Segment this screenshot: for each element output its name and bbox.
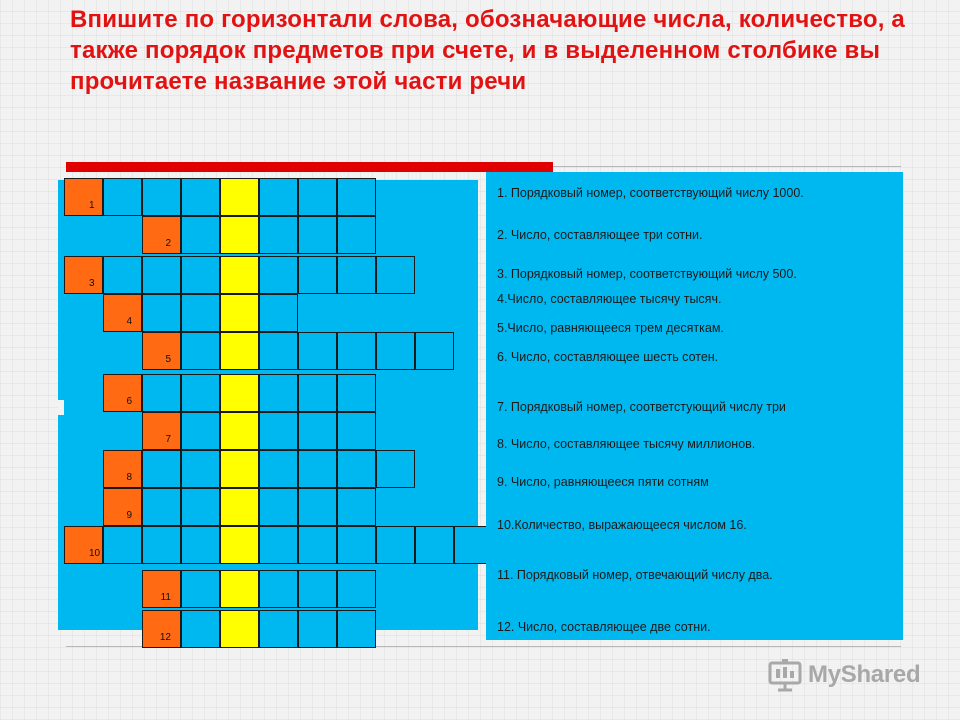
crossword-cell[interactable] xyxy=(259,332,298,370)
clue-item: 4.Число, составляющее тысячу тысяч. xyxy=(497,292,722,306)
crossword-number: 7 xyxy=(165,434,171,445)
crossword-key-cell[interactable] xyxy=(220,178,259,216)
clue-item: 10.Количество, выражающееся числом 16. xyxy=(497,518,747,532)
crossword-key-cell[interactable] xyxy=(220,450,259,488)
crossword-cell[interactable] xyxy=(337,374,376,412)
crossword-key-cell[interactable] xyxy=(220,256,259,294)
clue-item: 1. Порядковый номер, соответствующий числу 1000. xyxy=(497,186,804,200)
crossword-cell[interactable] xyxy=(181,256,220,294)
crossword-key-cell[interactable] xyxy=(220,412,259,450)
crossword-cell[interactable] xyxy=(259,526,298,564)
crossword-cell[interactable] xyxy=(103,526,142,564)
crossword-cell[interactable] xyxy=(298,256,337,294)
crossword-cell[interactable] xyxy=(298,374,337,412)
crossword-cell[interactable] xyxy=(181,488,220,526)
crossword-cell[interactable] xyxy=(376,332,415,370)
crossword-key-cell[interactable] xyxy=(220,526,259,564)
clue-item: 12. Число, составляющее две сотни. xyxy=(497,620,711,634)
crossword-cell[interactable] xyxy=(298,610,337,648)
crossword-cell[interactable] xyxy=(337,412,376,450)
crossword-number-cell[interactable] xyxy=(64,178,103,216)
crossword-cell[interactable] xyxy=(337,610,376,648)
crossword-cell[interactable] xyxy=(415,526,454,564)
clue-item: 6. Число, составляющее шесть сотен. xyxy=(497,350,719,364)
logo-text: MyShared xyxy=(808,661,921,688)
crossword-key-cell[interactable] xyxy=(220,216,259,254)
crossword-number: 8 xyxy=(126,472,132,483)
crossword-cell[interactable] xyxy=(415,332,454,370)
crossword-number: 6 xyxy=(126,396,132,407)
crossword-cell[interactable] xyxy=(181,374,220,412)
crossword-number-cell[interactable] xyxy=(64,526,103,564)
crossword-cell[interactable] xyxy=(376,450,415,488)
crossword-number-cell[interactable] xyxy=(103,488,142,526)
crossword-number-cell[interactable] xyxy=(142,216,181,254)
crossword-cell[interactable] xyxy=(337,332,376,370)
crossword-number: 5 xyxy=(165,354,171,365)
clue-item: 7. Порядковый номер, соответстующий числу три xyxy=(497,400,786,414)
crossword-cell[interactable] xyxy=(376,256,415,294)
crossword-cell[interactable] xyxy=(142,450,181,488)
crossword-cell[interactable] xyxy=(181,294,220,332)
crossword-cell[interactable] xyxy=(298,412,337,450)
crossword-cell[interactable] xyxy=(181,332,220,370)
crossword-number-cell[interactable] xyxy=(103,450,142,488)
crossword-cell[interactable] xyxy=(298,332,337,370)
crossword-number: 1 xyxy=(89,200,95,211)
crossword-number-cell[interactable] xyxy=(142,332,181,370)
clue-item: 8. Число, составляющее тысячу миллионов. xyxy=(497,437,756,451)
crossword-number-cell[interactable] xyxy=(142,610,181,648)
clue-item: 5.Число, равняющееся трем десяткам. xyxy=(497,321,724,335)
crossword-gap xyxy=(58,400,64,415)
crossword-key-cell[interactable] xyxy=(220,374,259,412)
clue-item: 3. Порядковый номер, соответствующий числу 500. xyxy=(497,267,797,281)
crossword-cell[interactable] xyxy=(259,216,298,254)
crossword-cell[interactable] xyxy=(298,450,337,488)
crossword-cell[interactable] xyxy=(337,488,376,526)
crossword-cell[interactable] xyxy=(142,178,181,216)
crossword-cell[interactable] xyxy=(337,256,376,294)
crossword-cell[interactable] xyxy=(259,412,298,450)
crossword-number: 11 xyxy=(160,592,171,603)
crossword-key-cell[interactable] xyxy=(220,332,259,370)
crossword-cell[interactable] xyxy=(337,216,376,254)
crossword-number-cell[interactable] xyxy=(142,570,181,608)
crossword-cell[interactable] xyxy=(298,526,337,564)
crossword-cell[interactable] xyxy=(181,178,220,216)
crossword-cell[interactable] xyxy=(298,488,337,526)
crossword-number: 2 xyxy=(165,238,171,249)
crossword-cell[interactable] xyxy=(103,256,142,294)
crossword-cell[interactable] xyxy=(181,570,220,608)
clue-item: 11. Порядковый номер, отвечающий числу два. xyxy=(497,568,773,582)
crossword-cell[interactable] xyxy=(181,450,220,488)
accent-bar xyxy=(66,162,553,172)
clue-item: 9. Число, равняющееся пяти сотням xyxy=(497,475,709,489)
crossword-key-cell[interactable] xyxy=(220,570,259,608)
crossword-cell[interactable] xyxy=(142,294,181,332)
brand-logo[interactable] xyxy=(768,657,920,693)
crossword-number: 4 xyxy=(126,316,132,327)
crossword-cell[interactable] xyxy=(259,178,298,216)
crossword-key-cell[interactable] xyxy=(220,294,259,332)
crossword-cell[interactable] xyxy=(337,178,376,216)
crossword-number: 10 xyxy=(89,548,101,559)
crossword-number: 3 xyxy=(89,278,95,289)
crossword-cell[interactable] xyxy=(259,450,298,488)
crossword-cell[interactable] xyxy=(259,374,298,412)
crossword-cell[interactable] xyxy=(181,412,220,450)
crossword-cell[interactable] xyxy=(259,488,298,526)
crossword-key-cell[interactable] xyxy=(220,610,259,648)
clue-item: 2. Число, составляющее три сотни. xyxy=(497,228,703,242)
crossword-number: 12 xyxy=(159,632,171,643)
crossword-cell[interactable] xyxy=(337,570,376,608)
clues-panel xyxy=(486,172,903,640)
crossword-cell[interactable] xyxy=(181,526,220,564)
crossword-cell[interactable] xyxy=(337,526,376,564)
crossword-cell[interactable] xyxy=(376,526,415,564)
crossword-cell[interactable] xyxy=(142,374,181,412)
crossword-cell[interactable] xyxy=(259,570,298,608)
crossword-cell[interactable] xyxy=(259,256,298,294)
crossword-cell[interactable] xyxy=(337,450,376,488)
crossword-cell[interactable] xyxy=(181,610,220,648)
crossword-cell[interactable] xyxy=(298,216,337,254)
crossword-number-cell[interactable] xyxy=(103,294,142,332)
crossword-cell[interactable] xyxy=(259,294,298,332)
crossword-cell[interactable] xyxy=(142,488,181,526)
crossword-number: 9 xyxy=(126,510,132,521)
presentation-board-icon xyxy=(768,658,802,692)
crossword-cell[interactable] xyxy=(298,570,337,608)
crossword-cell[interactable] xyxy=(259,610,298,648)
crossword-cell[interactable] xyxy=(142,256,181,294)
crossword-number-cell[interactable] xyxy=(64,256,103,294)
crossword-cell[interactable] xyxy=(103,178,142,216)
crossword-cell[interactable] xyxy=(298,178,337,216)
crossword-number-cell[interactable] xyxy=(103,374,142,412)
crossword-cell[interactable] xyxy=(181,216,220,254)
page-title: Впишите по горизонтали слова, обозначающие числа, количество, а также порядок предметов при счете, и в выделенном столбике вы прочитаете название этой части речи xyxy=(70,6,905,95)
crossword-key-cell[interactable] xyxy=(220,488,259,526)
crossword-number-cell[interactable] xyxy=(142,412,181,450)
crossword-cell[interactable] xyxy=(142,526,181,564)
